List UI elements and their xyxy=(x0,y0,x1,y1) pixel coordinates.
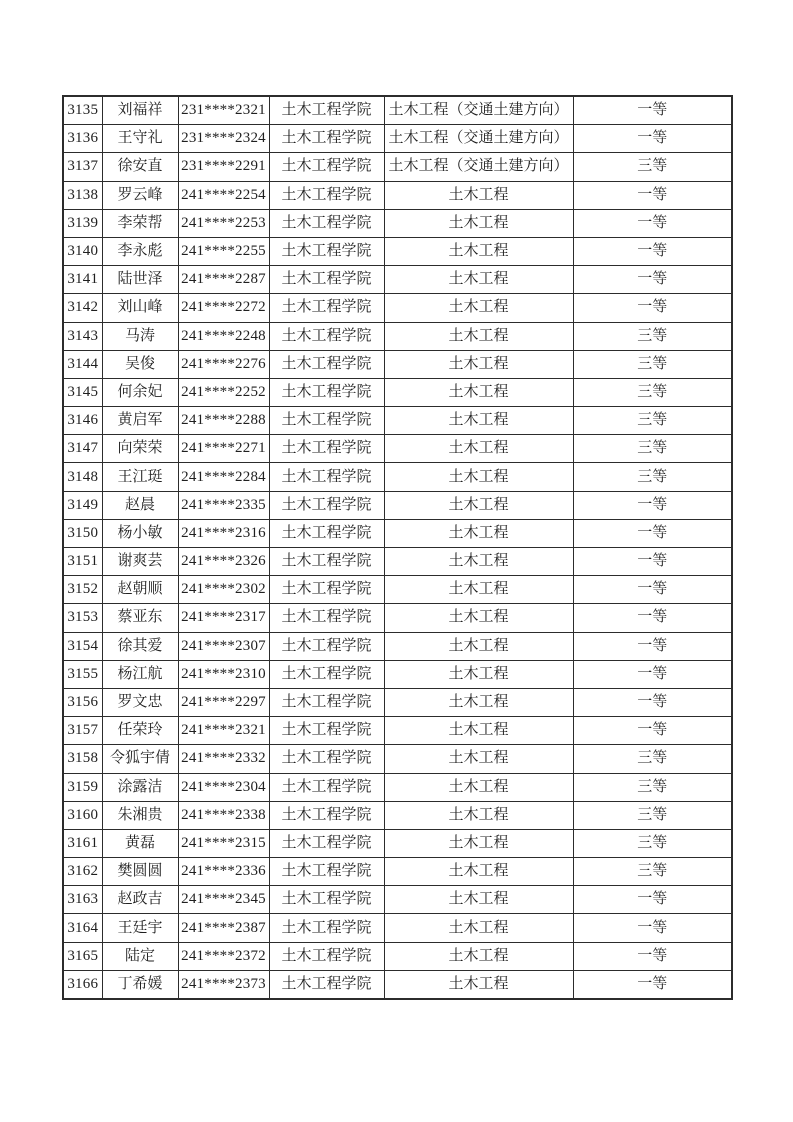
cell-student-no: 241****2252 xyxy=(178,378,269,406)
cell-college: 土木工程学院 xyxy=(269,858,384,886)
cell-award: 三等 xyxy=(573,378,732,406)
cell-major: 土木工程 xyxy=(384,322,573,350)
cell-award: 一等 xyxy=(573,125,732,153)
cell-serial: 3135 xyxy=(63,96,102,125)
cell-major: 土木工程 xyxy=(384,914,573,942)
cell-major: 土木工程 xyxy=(384,491,573,519)
cell-name: 王廷宇 xyxy=(102,914,178,942)
table-row xyxy=(63,407,732,435)
cell-serial: 3155 xyxy=(63,660,102,688)
cell-major: 土木工程 xyxy=(384,858,573,886)
table-row xyxy=(63,125,732,153)
cell-award: 一等 xyxy=(573,266,732,294)
cell-college: 土木工程学院 xyxy=(269,745,384,773)
cell-name: 樊圆圆 xyxy=(102,858,178,886)
cell-student-no: 241****2276 xyxy=(178,350,269,378)
cell-major: 土木工程 xyxy=(384,237,573,265)
cell-name: 何余妃 xyxy=(102,378,178,406)
cell-college: 土木工程学院 xyxy=(269,773,384,801)
cell-name: 李荣帮 xyxy=(102,209,178,237)
cell-student-no: 241****2373 xyxy=(178,970,269,999)
cell-name: 黄磊 xyxy=(102,829,178,857)
cell-serial: 3149 xyxy=(63,491,102,519)
cell-name: 黄启军 xyxy=(102,407,178,435)
cell-serial: 3143 xyxy=(63,322,102,350)
cell-college: 土木工程学院 xyxy=(269,125,384,153)
cell-student-no: 241****2284 xyxy=(178,463,269,491)
table-row xyxy=(63,745,732,773)
cell-name: 谢爽芸 xyxy=(102,548,178,576)
cell-student-no: 241****2271 xyxy=(178,435,269,463)
cell-award: 一等 xyxy=(573,632,732,660)
cell-major: 土木工程 xyxy=(384,745,573,773)
cell-major: 土木工程 xyxy=(384,463,573,491)
cell-college: 土木工程学院 xyxy=(269,237,384,265)
cell-serial: 3162 xyxy=(63,858,102,886)
cell-serial: 3150 xyxy=(63,519,102,547)
cell-serial: 3165 xyxy=(63,942,102,970)
cell-student-no: 241****2338 xyxy=(178,801,269,829)
cell-award: 一等 xyxy=(573,576,732,604)
cell-major: 土木工程 xyxy=(384,688,573,716)
table-row xyxy=(63,435,732,463)
cell-award: 三等 xyxy=(573,407,732,435)
cell-name: 徐安直 xyxy=(102,153,178,181)
cell-student-no: 241****2287 xyxy=(178,266,269,294)
cell-name: 王江珽 xyxy=(102,463,178,491)
cell-name: 陆世泽 xyxy=(102,266,178,294)
cell-student-no: 241****2310 xyxy=(178,660,269,688)
cell-award: 一等 xyxy=(573,970,732,999)
cell-major: 土木工程 xyxy=(384,942,573,970)
cell-serial: 3151 xyxy=(63,548,102,576)
table-row xyxy=(63,773,732,801)
cell-award: 三等 xyxy=(573,801,732,829)
cell-award: 三等 xyxy=(573,858,732,886)
cell-major: 土木工程（交通土建方向） xyxy=(384,96,573,125)
cell-award: 一等 xyxy=(573,237,732,265)
cell-college: 土木工程学院 xyxy=(269,181,384,209)
cell-college: 土木工程学院 xyxy=(269,322,384,350)
cell-student-no: 241****2387 xyxy=(178,914,269,942)
cell-student-no: 241****2254 xyxy=(178,181,269,209)
cell-serial: 3160 xyxy=(63,801,102,829)
cell-serial: 3153 xyxy=(63,604,102,632)
cell-award: 一等 xyxy=(573,717,732,745)
cell-student-no: 241****2315 xyxy=(178,829,269,857)
cell-name: 杨江航 xyxy=(102,660,178,688)
cell-college: 土木工程学院 xyxy=(269,660,384,688)
cell-major: 土木工程（交通土建方向） xyxy=(384,125,573,153)
cell-name: 吴俊 xyxy=(102,350,178,378)
cell-name: 王守礼 xyxy=(102,125,178,153)
cell-award: 三等 xyxy=(573,773,732,801)
cell-serial: 3163 xyxy=(63,886,102,914)
cell-award: 一等 xyxy=(573,96,732,125)
cell-serial: 3142 xyxy=(63,294,102,322)
cell-student-no: 241****2302 xyxy=(178,576,269,604)
cell-award: 一等 xyxy=(573,914,732,942)
cell-award: 一等 xyxy=(573,181,732,209)
cell-major: 土木工程 xyxy=(384,266,573,294)
table-row xyxy=(63,378,732,406)
table-row xyxy=(63,717,732,745)
cell-college: 土木工程学院 xyxy=(269,886,384,914)
table-row xyxy=(63,548,732,576)
cell-student-no: 241****2326 xyxy=(178,548,269,576)
cell-serial: 3137 xyxy=(63,153,102,181)
cell-major: 土木工程 xyxy=(384,717,573,745)
cell-major: 土木工程 xyxy=(384,773,573,801)
cell-student-no: 241****2307 xyxy=(178,632,269,660)
cell-major: 土木工程 xyxy=(384,519,573,547)
table-row xyxy=(63,237,732,265)
cell-college: 土木工程学院 xyxy=(269,153,384,181)
table-row xyxy=(63,829,732,857)
cell-student-no: 241****2297 xyxy=(178,688,269,716)
cell-college: 土木工程学院 xyxy=(269,266,384,294)
cell-serial: 3159 xyxy=(63,773,102,801)
cell-college: 土木工程学院 xyxy=(269,604,384,632)
cell-student-no: 241****2253 xyxy=(178,209,269,237)
cell-name: 丁希媛 xyxy=(102,970,178,999)
cell-name: 向荣荣 xyxy=(102,435,178,463)
cell-student-no: 231****2324 xyxy=(178,125,269,153)
cell-award: 三等 xyxy=(573,350,732,378)
cell-college: 土木工程学院 xyxy=(269,914,384,942)
table-row xyxy=(63,266,732,294)
cell-serial: 3138 xyxy=(63,181,102,209)
cell-serial: 3139 xyxy=(63,209,102,237)
cell-serial: 3148 xyxy=(63,463,102,491)
cell-name: 徐其爱 xyxy=(102,632,178,660)
cell-award: 三等 xyxy=(573,322,732,350)
table-row xyxy=(63,491,732,519)
cell-student-no: 241****2316 xyxy=(178,519,269,547)
cell-major: 土木工程 xyxy=(384,660,573,688)
cell-serial: 3166 xyxy=(63,970,102,999)
cell-college: 土木工程学院 xyxy=(269,96,384,125)
table-row xyxy=(63,604,732,632)
cell-major: 土木工程 xyxy=(384,604,573,632)
table-row xyxy=(63,96,732,125)
cell-serial: 3158 xyxy=(63,745,102,773)
cell-major: 土木工程 xyxy=(384,548,573,576)
cell-student-no: 241****2304 xyxy=(178,773,269,801)
cell-award: 三等 xyxy=(573,435,732,463)
cell-college: 土木工程学院 xyxy=(269,576,384,604)
cell-college: 土木工程学院 xyxy=(269,717,384,745)
cell-student-no: 231****2291 xyxy=(178,153,269,181)
cell-student-no: 241****2332 xyxy=(178,745,269,773)
cell-award: 三等 xyxy=(573,829,732,857)
cell-award: 一等 xyxy=(573,604,732,632)
cell-student-no: 241****2272 xyxy=(178,294,269,322)
cell-college: 土木工程学院 xyxy=(269,548,384,576)
cell-college: 土木工程学院 xyxy=(269,491,384,519)
cell-name: 赵晨 xyxy=(102,491,178,519)
cell-major: 土木工程 xyxy=(384,407,573,435)
cell-student-no: 241****2336 xyxy=(178,858,269,886)
awards-table xyxy=(62,95,733,1000)
cell-serial: 3140 xyxy=(63,237,102,265)
table-row xyxy=(63,801,732,829)
cell-award: 一等 xyxy=(573,942,732,970)
cell-major: 土木工程 xyxy=(384,209,573,237)
table-row xyxy=(63,914,732,942)
cell-college: 土木工程学院 xyxy=(269,632,384,660)
table-row xyxy=(63,632,732,660)
cell-award: 三等 xyxy=(573,153,732,181)
cell-award: 一等 xyxy=(573,294,732,322)
table-row xyxy=(63,294,732,322)
cell-college: 土木工程学院 xyxy=(269,463,384,491)
cell-serial: 3164 xyxy=(63,914,102,942)
table-row xyxy=(63,886,732,914)
cell-name: 李永彪 xyxy=(102,237,178,265)
cell-award: 一等 xyxy=(573,209,732,237)
cell-name: 刘山峰 xyxy=(102,294,178,322)
table-row xyxy=(63,519,732,547)
cell-student-no: 241****2255 xyxy=(178,237,269,265)
cell-student-no: 231****2321 xyxy=(178,96,269,125)
table-row xyxy=(63,181,732,209)
cell-college: 土木工程学院 xyxy=(269,688,384,716)
table-row xyxy=(63,688,732,716)
cell-award: 一等 xyxy=(573,660,732,688)
cell-name: 杨小敏 xyxy=(102,519,178,547)
cell-serial: 3161 xyxy=(63,829,102,857)
cell-name: 刘福祥 xyxy=(102,96,178,125)
cell-student-no: 241****2345 xyxy=(178,886,269,914)
cell-name: 涂露洁 xyxy=(102,773,178,801)
cell-major: 土木工程 xyxy=(384,294,573,322)
cell-major: 土木工程 xyxy=(384,886,573,914)
cell-major: 土木工程 xyxy=(384,801,573,829)
cell-name: 赵朝顺 xyxy=(102,576,178,604)
cell-serial: 3154 xyxy=(63,632,102,660)
cell-student-no: 241****2335 xyxy=(178,491,269,519)
cell-name: 赵政吉 xyxy=(102,886,178,914)
cell-student-no: 241****2317 xyxy=(178,604,269,632)
table-row xyxy=(63,660,732,688)
table-row xyxy=(63,209,732,237)
table-row xyxy=(63,153,732,181)
cell-college: 土木工程学院 xyxy=(269,407,384,435)
cell-serial: 3144 xyxy=(63,350,102,378)
table-row xyxy=(63,576,732,604)
cell-major: 土木工程 xyxy=(384,350,573,378)
cell-serial: 3146 xyxy=(63,407,102,435)
cell-name: 罗文忠 xyxy=(102,688,178,716)
cell-name: 朱湘贵 xyxy=(102,801,178,829)
cell-student-no: 241****2288 xyxy=(178,407,269,435)
cell-college: 土木工程学院 xyxy=(269,209,384,237)
cell-name: 陆定 xyxy=(102,942,178,970)
cell-serial: 3147 xyxy=(63,435,102,463)
cell-college: 土木工程学院 xyxy=(269,378,384,406)
table-row xyxy=(63,858,732,886)
cell-major: 土木工程 xyxy=(384,435,573,463)
cell-student-no: 241****2248 xyxy=(178,322,269,350)
cell-serial: 3145 xyxy=(63,378,102,406)
cell-college: 土木工程学院 xyxy=(269,942,384,970)
cell-student-no: 241****2372 xyxy=(178,942,269,970)
cell-college: 土木工程学院 xyxy=(269,294,384,322)
cell-major: 土木工程 xyxy=(384,181,573,209)
cell-major: 土木工程（交通土建方向） xyxy=(384,153,573,181)
cell-award: 一等 xyxy=(573,491,732,519)
cell-award: 一等 xyxy=(573,519,732,547)
cell-name: 马涛 xyxy=(102,322,178,350)
cell-major: 土木工程 xyxy=(384,576,573,604)
cell-college: 土木工程学院 xyxy=(269,435,384,463)
table-row xyxy=(63,350,732,378)
table-row xyxy=(63,463,732,491)
cell-college: 土木工程学院 xyxy=(269,829,384,857)
awards-table-body xyxy=(63,96,732,999)
cell-major: 土木工程 xyxy=(384,970,573,999)
table-row xyxy=(63,970,732,999)
cell-serial: 3136 xyxy=(63,125,102,153)
cell-name: 蔡亚东 xyxy=(102,604,178,632)
cell-major: 土木工程 xyxy=(384,829,573,857)
cell-name: 任荣玲 xyxy=(102,717,178,745)
cell-award: 三等 xyxy=(573,463,732,491)
cell-award: 一等 xyxy=(573,688,732,716)
table-row xyxy=(63,322,732,350)
cell-college: 土木工程学院 xyxy=(269,801,384,829)
cell-major: 土木工程 xyxy=(384,632,573,660)
cell-name: 罗云峰 xyxy=(102,181,178,209)
cell-name: 令狐宇倩 xyxy=(102,745,178,773)
cell-award: 一等 xyxy=(573,548,732,576)
cell-major: 土木工程 xyxy=(384,378,573,406)
table-row xyxy=(63,942,732,970)
cell-college: 土木工程学院 xyxy=(269,519,384,547)
cell-serial: 3156 xyxy=(63,688,102,716)
cell-serial: 3157 xyxy=(63,717,102,745)
cell-serial: 3152 xyxy=(63,576,102,604)
cell-student-no: 241****2321 xyxy=(178,717,269,745)
cell-college: 土木工程学院 xyxy=(269,970,384,999)
cell-award: 一等 xyxy=(573,886,732,914)
cell-award: 三等 xyxy=(573,745,732,773)
cell-serial: 3141 xyxy=(63,266,102,294)
cell-college: 土木工程学院 xyxy=(269,350,384,378)
